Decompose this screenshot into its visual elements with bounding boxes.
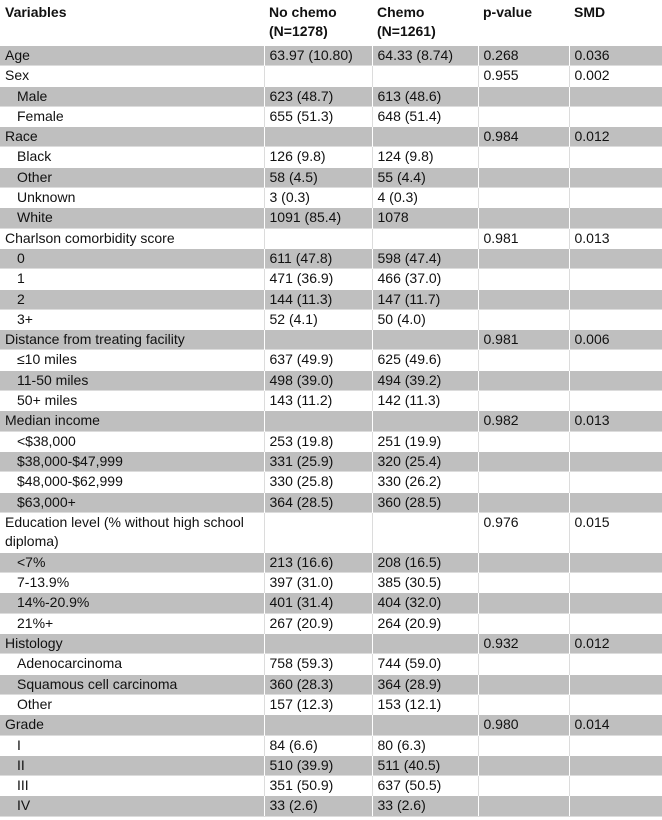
table-row — [0, 694, 662, 714]
table-row — [0, 147, 662, 167]
p-value-cell — [478, 451, 569, 471]
smd-cell — [569, 208, 662, 228]
chemo-cell: 33 (2.6) — [372, 796, 478, 816]
p-value-cell — [478, 370, 569, 390]
table-row — [0, 654, 662, 674]
chemo-cell — [372, 715, 478, 735]
variable-cell: Adenocarcinoma — [0, 654, 264, 674]
no-chemo-cell: 758 (59.3) — [264, 654, 372, 674]
chemo-cell: 55 (4.4) — [372, 167, 478, 187]
no-chemo-cell: 144 (11.3) — [264, 289, 372, 309]
table-row — [0, 66, 662, 86]
table-row — [0, 289, 662, 309]
table-row — [0, 330, 662, 350]
smd-cell: 0.012 — [569, 634, 662, 654]
no-chemo-cell: 623 (48.7) — [264, 86, 372, 106]
p-value-cell — [478, 796, 569, 816]
no-chemo-cell — [264, 715, 372, 735]
table-row — [0, 188, 662, 208]
no-chemo-cell — [264, 228, 372, 248]
table-row — [0, 411, 662, 431]
smd-cell: 0.013 — [569, 228, 662, 248]
chemo-cell: 330 (26.2) — [372, 472, 478, 492]
p-value-cell — [478, 167, 569, 187]
no-chemo-cell: 364 (28.5) — [264, 492, 372, 512]
header-no-chemo: No chemo (N=1278) — [264, 0, 372, 46]
chemo-cell: 744 (59.0) — [372, 654, 478, 674]
smd-cell — [569, 593, 662, 613]
smd-cell: 0.002 — [569, 66, 662, 86]
chemo-cell — [372, 66, 478, 86]
smd-cell — [569, 289, 662, 309]
p-value-cell: 0.981 — [478, 228, 569, 248]
p-value-cell: 0.955 — [478, 66, 569, 86]
header-variables: Variables — [0, 0, 264, 46]
variable-cell: $48,000-$62,999 — [0, 472, 264, 492]
smd-cell — [569, 492, 662, 512]
smd-cell — [569, 694, 662, 714]
p-value-cell — [478, 309, 569, 329]
no-chemo-cell: 330 (25.8) — [264, 472, 372, 492]
chemo-cell: 147 (11.7) — [372, 289, 478, 309]
variable-cell: $63,000+ — [0, 492, 264, 512]
table-row — [0, 796, 662, 816]
p-value-cell: 0.268 — [478, 46, 569, 66]
p-value-cell — [478, 391, 569, 411]
no-chemo-cell: 331 (25.9) — [264, 451, 372, 471]
variable-cell: Education level (% without high school diploma) — [0, 512, 264, 552]
variable-cell: <7% — [0, 552, 264, 572]
no-chemo-cell — [264, 127, 372, 147]
variable-cell: 21%+ — [0, 613, 264, 633]
chemo-cell — [372, 411, 478, 431]
variable-cell: 1 — [0, 269, 264, 289]
variable-cell: II — [0, 755, 264, 775]
table-row — [0, 370, 662, 390]
table-row — [0, 472, 662, 492]
smd-cell — [569, 755, 662, 775]
chemo-cell — [372, 330, 478, 350]
smd-cell — [569, 86, 662, 106]
table-row — [0, 431, 662, 451]
chemo-cell: 466 (37.0) — [372, 269, 478, 289]
chemo-cell: 320 (25.4) — [372, 451, 478, 471]
smd-cell — [569, 188, 662, 208]
p-value-cell: 0.984 — [478, 127, 569, 147]
variable-cell: IV — [0, 796, 264, 816]
p-value-cell — [478, 776, 569, 796]
table-row — [0, 573, 662, 593]
chemo-cell — [372, 127, 478, 147]
no-chemo-cell: 401 (31.4) — [264, 593, 372, 613]
no-chemo-cell: 397 (31.0) — [264, 573, 372, 593]
no-chemo-cell: 3 (0.3) — [264, 188, 372, 208]
table-row — [0, 512, 662, 552]
header-smd: SMD — [569, 0, 662, 46]
no-chemo-cell: 157 (12.3) — [264, 694, 372, 714]
no-chemo-cell — [264, 330, 372, 350]
smd-cell — [569, 350, 662, 370]
p-value-cell — [478, 552, 569, 572]
no-chemo-cell — [264, 66, 372, 86]
header-chemo: Chemo (N=1261) — [372, 0, 478, 46]
no-chemo-cell: 351 (50.9) — [264, 776, 372, 796]
variable-cell: Squamous cell carcinoma — [0, 674, 264, 694]
chemo-cell: 153 (12.1) — [372, 694, 478, 714]
no-chemo-cell: 33 (2.6) — [264, 796, 372, 816]
p-value-cell — [478, 208, 569, 228]
smd-cell: 0.012 — [569, 127, 662, 147]
variable-cell: $38,000-$47,999 — [0, 451, 264, 471]
smd-cell: 0.036 — [569, 46, 662, 66]
no-chemo-cell: 267 (20.9) — [264, 613, 372, 633]
chemo-cell: 142 (11.3) — [372, 391, 478, 411]
chemo-cell: 1078 — [372, 208, 478, 228]
variable-cell: White — [0, 208, 264, 228]
table-row — [0, 350, 662, 370]
smd-cell: 0.014 — [569, 715, 662, 735]
chemo-cell: 50 (4.0) — [372, 309, 478, 329]
no-chemo-cell: 143 (11.2) — [264, 391, 372, 411]
variable-cell: 3+ — [0, 309, 264, 329]
smd-cell — [569, 167, 662, 187]
p-value-cell — [478, 106, 569, 126]
chemo-cell: 80 (6.3) — [372, 735, 478, 755]
chemo-cell: 494 (39.2) — [372, 370, 478, 390]
chemo-cell — [372, 512, 478, 552]
chemo-cell: 625 (49.6) — [372, 350, 478, 370]
variable-cell: 7-13.9% — [0, 573, 264, 593]
table-row — [0, 248, 662, 268]
smd-cell — [569, 269, 662, 289]
p-value-cell — [478, 593, 569, 613]
table-row — [0, 451, 662, 471]
table-row — [0, 613, 662, 633]
table-body — [0, 46, 662, 817]
chemo-cell: 637 (50.5) — [372, 776, 478, 796]
no-chemo-cell: 213 (16.6) — [264, 552, 372, 572]
variable-cell: ≤10 miles — [0, 350, 264, 370]
p-value-cell: 0.980 — [478, 715, 569, 735]
table-row — [0, 552, 662, 572]
table-row — [0, 127, 662, 147]
p-value-cell: 0.982 — [478, 411, 569, 431]
variable-cell: 2 — [0, 289, 264, 309]
variable-cell: 11-50 miles — [0, 370, 264, 390]
p-value-cell — [478, 350, 569, 370]
smd-cell — [569, 391, 662, 411]
table-row — [0, 776, 662, 796]
smd-cell — [569, 552, 662, 572]
variable-cell: 14%-20.9% — [0, 593, 264, 613]
p-value-cell: 0.932 — [478, 634, 569, 654]
header-p-value: p-value — [478, 0, 569, 46]
variable-cell: Female — [0, 106, 264, 126]
smd-cell — [569, 472, 662, 492]
no-chemo-cell: 84 (6.6) — [264, 735, 372, 755]
chemo-cell: 648 (51.4) — [372, 106, 478, 126]
no-chemo-cell: 471 (36.9) — [264, 269, 372, 289]
p-value-cell — [478, 269, 569, 289]
table-row — [0, 492, 662, 512]
smd-cell — [569, 309, 662, 329]
variable-cell: Other — [0, 694, 264, 714]
no-chemo-cell: 253 (19.8) — [264, 431, 372, 451]
p-value-cell — [478, 735, 569, 755]
table-row — [0, 735, 662, 755]
variable-cell: Unknown — [0, 188, 264, 208]
variable-cell: Age — [0, 46, 264, 66]
variable-cell: Histology — [0, 634, 264, 654]
smd-cell — [569, 735, 662, 755]
table-header — [0, 0, 662, 46]
p-value-cell: 0.981 — [478, 330, 569, 350]
no-chemo-cell: 611 (47.8) — [264, 248, 372, 268]
table-row — [0, 228, 662, 248]
table-row — [0, 391, 662, 411]
p-value-cell — [478, 147, 569, 167]
chemo-cell: 360 (28.5) — [372, 492, 478, 512]
chemo-cell: 404 (32.0) — [372, 593, 478, 613]
chemo-cell: 208 (16.5) — [372, 552, 478, 572]
no-chemo-cell: 360 (28.3) — [264, 674, 372, 694]
chemo-cell: 511 (40.5) — [372, 755, 478, 775]
table-row — [0, 46, 662, 66]
no-chemo-cell: 126 (9.8) — [264, 147, 372, 167]
table-row — [0, 269, 662, 289]
chemo-cell: 598 (47.4) — [372, 248, 478, 268]
p-value-cell — [478, 188, 569, 208]
table-row — [0, 755, 662, 775]
p-value-cell: 0.976 — [478, 512, 569, 552]
variable-cell: Race — [0, 127, 264, 147]
p-value-cell — [478, 654, 569, 674]
chemo-cell: 385 (30.5) — [372, 573, 478, 593]
variable-cell: 50+ miles — [0, 391, 264, 411]
p-value-cell — [478, 472, 569, 492]
p-value-cell — [478, 86, 569, 106]
table-row — [0, 634, 662, 654]
table-row — [0, 208, 662, 228]
no-chemo-cell: 63.97 (10.80) — [264, 46, 372, 66]
p-value-cell — [478, 755, 569, 775]
variable-cell: III — [0, 776, 264, 796]
p-value-cell — [478, 289, 569, 309]
chemo-cell — [372, 634, 478, 654]
variable-cell: Sex — [0, 66, 264, 86]
p-value-cell — [478, 248, 569, 268]
no-chemo-cell: 498 (39.0) — [264, 370, 372, 390]
table-row — [0, 106, 662, 126]
no-chemo-cell — [264, 634, 372, 654]
smd-cell — [569, 573, 662, 593]
smd-cell — [569, 431, 662, 451]
no-chemo-cell: 58 (4.5) — [264, 167, 372, 187]
chemo-cell: 613 (48.6) — [372, 86, 478, 106]
smd-cell — [569, 776, 662, 796]
smd-cell — [569, 654, 662, 674]
smd-cell — [569, 106, 662, 126]
variable-cell: <$38,000 — [0, 431, 264, 451]
p-value-cell — [478, 573, 569, 593]
no-chemo-cell: 1091 (85.4) — [264, 208, 372, 228]
smd-cell — [569, 613, 662, 633]
variable-cell: Male — [0, 86, 264, 106]
variable-cell: Other — [0, 167, 264, 187]
smd-cell: 0.013 — [569, 411, 662, 431]
no-chemo-cell — [264, 411, 372, 431]
no-chemo-cell: 510 (39.9) — [264, 755, 372, 775]
table-row — [0, 593, 662, 613]
p-value-cell — [478, 431, 569, 451]
smd-cell — [569, 370, 662, 390]
chemo-cell: 4 (0.3) — [372, 188, 478, 208]
chemo-cell: 251 (19.9) — [372, 431, 478, 451]
variable-cell: Distance from treating facility — [0, 330, 264, 350]
chemo-cell: 264 (20.9) — [372, 613, 478, 633]
table-row — [0, 309, 662, 329]
no-chemo-cell: 637 (49.9) — [264, 350, 372, 370]
chemo-cell: 124 (9.8) — [372, 147, 478, 167]
chemo-cell: 364 (28.9) — [372, 674, 478, 694]
table-row — [0, 674, 662, 694]
table-row — [0, 715, 662, 735]
header-row — [0, 0, 662, 46]
no-chemo-cell — [264, 512, 372, 552]
p-value-cell — [478, 613, 569, 633]
smd-cell: 0.006 — [569, 330, 662, 350]
variable-cell: Black — [0, 147, 264, 167]
no-chemo-cell: 52 (4.1) — [264, 309, 372, 329]
p-value-cell — [478, 694, 569, 714]
smd-cell: 0.015 — [569, 512, 662, 552]
p-value-cell — [478, 674, 569, 694]
smd-cell — [569, 674, 662, 694]
variable-cell: I — [0, 735, 264, 755]
smd-cell — [569, 796, 662, 816]
variable-cell: Charlson comorbidity score — [0, 228, 264, 248]
chemo-cell: 64.33 (8.74) — [372, 46, 478, 66]
smd-cell — [569, 248, 662, 268]
p-value-cell — [478, 492, 569, 512]
table-row — [0, 167, 662, 187]
chemo-cell — [372, 228, 478, 248]
variable-cell: 0 — [0, 248, 264, 268]
smd-cell — [569, 451, 662, 471]
smd-cell — [569, 147, 662, 167]
table-row — [0, 86, 662, 106]
variable-cell: Median income — [0, 411, 264, 431]
no-chemo-cell: 655 (51.3) — [264, 106, 372, 126]
variable-cell: Grade — [0, 715, 264, 735]
